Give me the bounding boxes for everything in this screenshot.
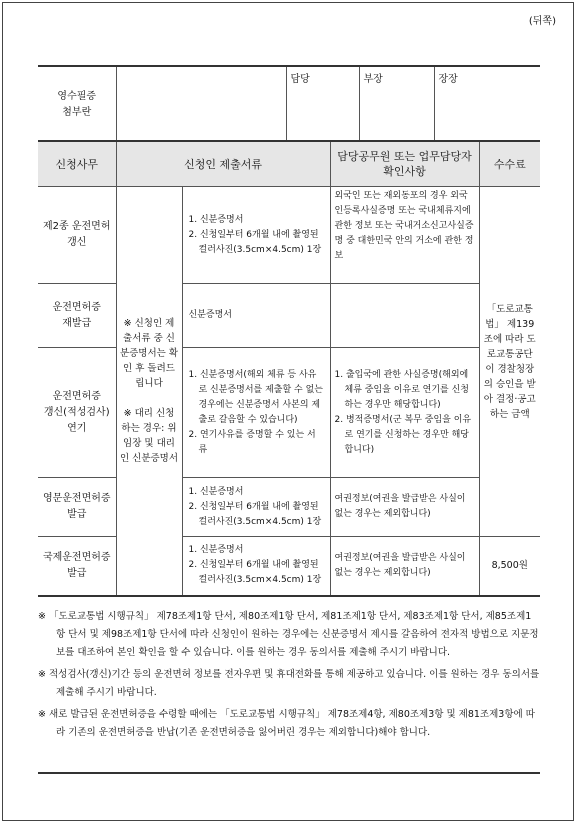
page-side-label: (뒤쪽) — [528, 16, 556, 27]
doc-item: 1. 신분증명서(해외 체류 등 사유로 신분증명서를 제출할 수 없는 경우에는 신분증명서 사본의 제출로 갈음할 수 있습니다) — [188, 369, 323, 425]
officer-international-license: 여권정보(여권을 발급받은 사실이 없는 경우는 제외합니다) — [330, 537, 479, 596]
task-international-license: 국제운전면허증 발급 — [38, 537, 116, 596]
receipt-label-line2: 첨부란 — [62, 106, 92, 118]
signature-box-manager: 부장 — [359, 66, 434, 143]
doc-item: 2. 신청일부터 6개월 내에 촬영된 컬러사진(3.5cm×4.5cm) 1장 — [188, 501, 322, 527]
receipt-attach-area — [116, 66, 286, 143]
officer-item: 2. 병적증명서(군 복무 중임을 이유로 연기를 신청하는 경우만 해당합니다) — [334, 414, 472, 455]
bottom-rule — [38, 772, 540, 774]
docs-english-license — [182, 478, 330, 537]
officer-english-license: 여권정보(여권을 발급받은 사실이 없는 경우는 제외합니다) — [330, 478, 479, 537]
signature-box-head: 장장 — [434, 66, 540, 143]
header-officer-check: 담당공무원 또는 업무담당자 확인사항 — [330, 141, 479, 187]
receipt-attachment-table — [38, 65, 540, 143]
doc-item: 2. 신청일부터 6개월 내에 촬영된 컬러사진(3.5cm×4.5cm) 1장 — [188, 560, 322, 586]
note-fingerprint: ※ 「도로교통법 시행규칙」 제78조제1항 단서, 제80조제1항 단서, 제81조제1항 단서, 제83조제1항 단서, 제85조제1항 단서 및 제98조제1항 단서에 따라 신청인이 원하는 경우에는 신분증명서 제시를 갈음하여 전자적 방법으로 지문정보를 대조하여 본인 확인을 할 수 있습니다. 이를 원하는 경우 동의서를 제출해 주시기 바랍니다. — [38, 611, 539, 658]
officer-renewal-postpone — [330, 348, 479, 478]
notes-section — [38, 608, 540, 746]
doc-item: 2. 연기사유를 증명할 수 있는 서류 — [188, 429, 316, 455]
task-license-reissue: 운전면허증 재발급 — [38, 284, 116, 348]
header-documents: 신청인 제출서류 — [116, 141, 330, 187]
note-license-info: ※ 적성검사(갱신)기간 등의 운전면허 정보를 전자우편 및 휴대전화를 통해 제공하고 있습니다. 이를 원하는 경우 동의서를 제출해 주시기 바랍니다. — [38, 669, 540, 698]
officer-item: 1. 출입국에 관한 사실증명(해외에 체류 중임을 이유로 연기를 신청하는 경우만 해당합니다) — [334, 369, 469, 410]
doc-item: 1. 신분증명서 — [188, 486, 244, 497]
application-requirements-table — [38, 140, 540, 597]
doc-item: 1. 신분증명서 — [188, 545, 244, 556]
task-license-renewal: 제2종 운전면허 갱신 — [38, 187, 116, 284]
fee-note: 「도로교통법」 제139조에 따라 도로교통공단이 경찰청장의 승인을 받아 결정·공고하는 금액 — [479, 187, 540, 537]
receipt-label-line1: 영수필증 — [57, 90, 97, 102]
doc-item: 1. 신분증명서 — [188, 214, 244, 225]
receipt-label — [38, 66, 116, 143]
fee-international-license: 8,500원 — [479, 537, 540, 596]
docs-license-renewal — [182, 187, 330, 284]
docs-license-reissue: 신분증명서 — [182, 284, 330, 348]
docs-renewal-postpone — [182, 348, 330, 478]
note-return-license: ※ 새로 발급된 운전면허증을 수령할 때에는 「도로교통법 시행규칙」 제78조제4항, 제80조제3항 및 제81조제3항에 따라 기존의 운전면허증을 반납(기존 운전면허증을 잃어버린 경우는 제외합니다)해야 합니다. — [38, 709, 535, 738]
doc-item: 2. 신청일부터 6개월 내에 촬영된 컬러사진(3.5cm×4.5cm) 1장 — [188, 229, 322, 255]
header-fee: 수수료 — [479, 141, 540, 187]
officer-license-renewal: 외국인 또는 재외동포의 경우 외국인등록사실증명 또는 국내체류지에 관한 정보 또는 국내거소신고사실증명 중 대한민국 안의 거소에 관한 정보 — [330, 187, 479, 284]
common-document-note: ※ 신청인 제출서류 중 신분증명서는 확인 후 돌려드립니다 ※ 대리 신청하는 경우: 위임장 및 대리인 신분증명서 — [116, 187, 182, 596]
task-english-license: 영문운전면허증 발급 — [38, 478, 116, 537]
header-task: 신청사무 — [38, 141, 116, 187]
docs-international-license — [182, 537, 330, 596]
task-renewal-postpone: 운전면허증 갱신(적성검사) 연기 — [38, 348, 116, 478]
signature-box-officer: 담당 — [286, 66, 359, 143]
officer-license-reissue — [330, 284, 479, 348]
